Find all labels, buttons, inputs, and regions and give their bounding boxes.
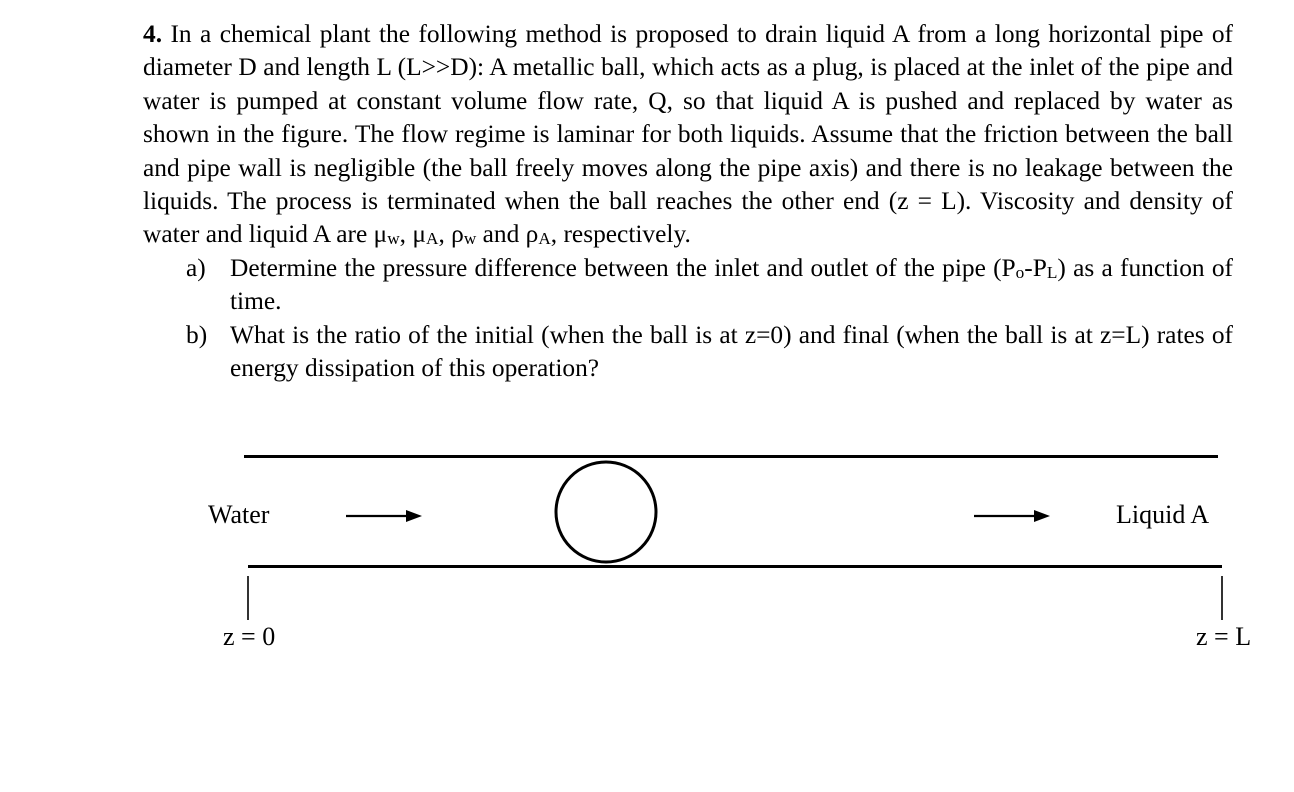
part-a-text-before: Determine the pressure difference between the inlet and outlet of the pipe (P	[230, 253, 1016, 282]
problem-statement	[143, 18, 1233, 385]
intro-comma: ,	[438, 220, 452, 249]
water-flow-arrow	[346, 510, 422, 522]
part-b-label: b)	[186, 320, 208, 349]
outlet-position-label: z = L	[1196, 622, 1252, 651]
liquid-a-label: Liquid A	[1116, 500, 1210, 529]
question-part-a	[186, 252, 1233, 319]
p-o-subscript: o	[1015, 262, 1025, 282]
part-a-text-after: ) as a function of time.	[230, 253, 1233, 316]
and-rho-text: and ρ	[476, 220, 539, 249]
pipe-diagram	[0, 440, 1294, 660]
part-a-label: a)	[186, 253, 206, 282]
metallic-ball	[556, 462, 656, 562]
water-label: Water	[208, 500, 270, 529]
liquid-a-flow-arrow	[974, 510, 1050, 522]
problem-intro	[143, 18, 1233, 252]
p-l-subscript: L	[1046, 262, 1058, 282]
intro-ending: , respectively.	[550, 220, 691, 249]
rho-symbol: ρ	[451, 220, 464, 249]
rho-w-subscript: w	[463, 229, 477, 249]
part-a-text-mid: -P	[1024, 253, 1047, 282]
intro-comma-mu: , μ	[399, 220, 426, 249]
part-a-text	[230, 252, 1233, 319]
question-parts	[143, 252, 1233, 386]
rho-a-subscript: A	[538, 229, 551, 249]
inlet-position-label: z = 0	[223, 622, 276, 651]
part-b-text: What is the ratio of the initial (when the ball is at z=0) and final (when the ball is at z=L) rates of energy dissipation of this operation?	[230, 320, 1233, 383]
pipe-diagram-svg	[0, 440, 1294, 660]
mu-w-subscript: w	[387, 229, 400, 249]
intro-text: In a chemical plant the following method is proposed to drain liquid A from a long horizontal pipe of diameter D and length L (L>>D): A metallic ball, which acts as a plug, is placed at the inlet of the pipe and water is pumped at constant volume flow rate, Q, so that liquid A is pushed and replaced by water as shown in the figure. The flow regime is laminar for both liquids. Assume that the friction between the ball and pipe wall is negligible (the ball freely moves along the pipe axis) and there is no leakage between the liquids. The process is terminated when the ball reaches the other end (z = L). Viscosity and density of water and liquid A are μ	[143, 20, 1233, 249]
mu-a-subscript: A	[425, 229, 439, 249]
problem-number: 4.	[143, 20, 163, 48]
question-part-b	[186, 319, 1233, 386]
